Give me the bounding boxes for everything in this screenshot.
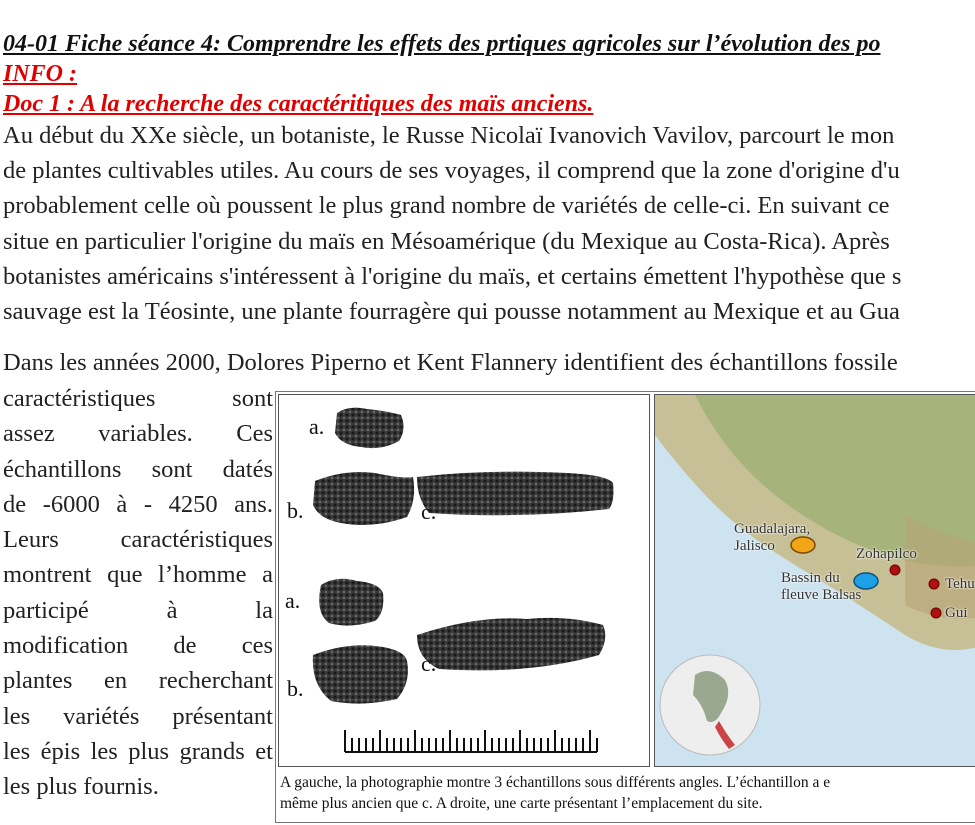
sample-label-c: c. [421, 651, 437, 676]
column-word: la [255, 596, 273, 624]
column-word: variables. [98, 420, 193, 448]
column-word: à [166, 596, 178, 624]
column-word: les [3, 737, 31, 765]
paragraph-2-first-line: Dans les années 2000, Dolores Piperno et Kent Flannery identifient des échantillons fossile [3, 349, 898, 376]
figure [275, 391, 975, 823]
column-line [3, 702, 273, 737]
column-word: en [104, 667, 128, 695]
caption-line: même plus ancien que c. A droite, une carte présentant l’emplacement du site. [280, 795, 763, 812]
column-line [3, 666, 273, 701]
column-word: datés [222, 455, 273, 483]
column-line [3, 384, 273, 419]
column-line [3, 596, 273, 631]
column-word: sont [232, 385, 273, 412]
column-line [3, 490, 273, 525]
column-word: participé [3, 596, 89, 624]
map-label-zohapilco: Zohapilco [856, 546, 917, 562]
paragraph-line: botanistes américains s'intéressent à l'origine du maïs, et certains émettent l'hypothèse que s [3, 263, 902, 290]
sample-label-a: a. [285, 588, 301, 613]
column-word: Ces [236, 420, 273, 448]
column-word: de [3, 490, 27, 518]
column-line [3, 419, 273, 454]
tehuacan-marker [929, 579, 939, 589]
map-label-guadalajara: Guadalajara, [734, 521, 811, 537]
map-label-guila: Gui [945, 605, 968, 621]
map-label-bassin: Bassin du [781, 570, 840, 586]
column-word: plus [128, 737, 170, 765]
paragraph-line: Au début du XXe siècle, un botaniste, le Russe Nicolaï Ivanovich Vavilov, parcourt le mon [3, 122, 895, 149]
column-word: modification [3, 632, 129, 660]
column-word: à [116, 490, 128, 518]
paragraph-line: situe en particulier l'origine du maïs en Mésoamérique (du Mexique au Costa-Rica). Après [3, 228, 890, 255]
sample-label-b: b. [287, 676, 304, 701]
guila-marker [931, 608, 941, 618]
doc-heading: Doc 1 : A la recherche des caractéritiques des maïs anciens. [3, 91, 594, 117]
column-word: Leurs [3, 526, 59, 554]
column-line [3, 525, 273, 560]
info-label: INFO : [3, 61, 78, 87]
column-word: et [255, 737, 273, 765]
column-line [3, 455, 273, 490]
column-word: plantes [3, 667, 73, 695]
figure-caption [280, 772, 975, 814]
column-word: les plus fournis. [3, 773, 159, 801]
column-word: recherchant [158, 667, 273, 695]
column-word: assez [3, 420, 55, 448]
paragraph-2-column [3, 384, 273, 808]
column-word: présentant [172, 702, 273, 730]
column-word: ans. [234, 490, 273, 518]
column-word: montrent [3, 561, 92, 589]
column-word: les [90, 737, 118, 765]
column-word: -6000 [42, 490, 100, 518]
column-word: variétés [63, 702, 140, 730]
column-word: caractéristiques [3, 385, 156, 412]
sample-label-b: b. [287, 498, 304, 523]
sample-label-a: a. [309, 414, 325, 439]
map-label-jalisco: Jalisco [734, 538, 775, 554]
fossil-samples-image [279, 395, 649, 766]
column-word: a [262, 561, 273, 589]
fossil-photo [278, 394, 650, 767]
mexico-map [654, 394, 975, 767]
sample-label-c: c. [421, 499, 437, 524]
column-word: - [143, 490, 153, 518]
page-title: 04-01 Fiche séance 4: Comprendre les effets des prtiques agricoles sur l’évolution des po [3, 31, 881, 57]
balsas-marker [854, 573, 878, 589]
column-word: caractéristiques [120, 526, 273, 554]
column-word: grands [179, 737, 245, 765]
paragraph-line: de plantes cultivables utiles. Au cours de ses voyages, il comprend que la zone d'origine d'u [3, 157, 900, 184]
caption-line: A gauche, la photographie montre 3 échantillons sous différents angles. L’échantillon a e [280, 774, 831, 791]
map-label-balsas: fleuve Balsas [781, 587, 862, 603]
guadalajara-marker [791, 537, 815, 553]
column-word: 4250 [168, 490, 218, 518]
map-label-tehuacan: Tehu [945, 576, 975, 592]
column-word: épis [40, 737, 81, 765]
column-line [3, 631, 273, 666]
column-word: sont [151, 455, 193, 483]
paragraph-line: probablement celle où poussent le plus grand nombre de variétés de celle-ci. En suivant ce [3, 192, 890, 219]
paragraph-line: sauvage est la Téosinte, une plante fourragère qui pousse notamment au Mexique et au Gua [3, 298, 900, 325]
column-word: que [107, 561, 143, 589]
map-markers [655, 395, 975, 766]
zohapilco-marker [890, 565, 900, 575]
column-word: de [173, 632, 197, 660]
column-word: échantillons [3, 455, 122, 483]
column-line [3, 772, 273, 807]
column-word: l’homme [158, 561, 247, 589]
column-word: les [3, 702, 31, 730]
column-word: ces [241, 632, 273, 660]
column-line [3, 737, 273, 772]
column-line [3, 560, 273, 595]
